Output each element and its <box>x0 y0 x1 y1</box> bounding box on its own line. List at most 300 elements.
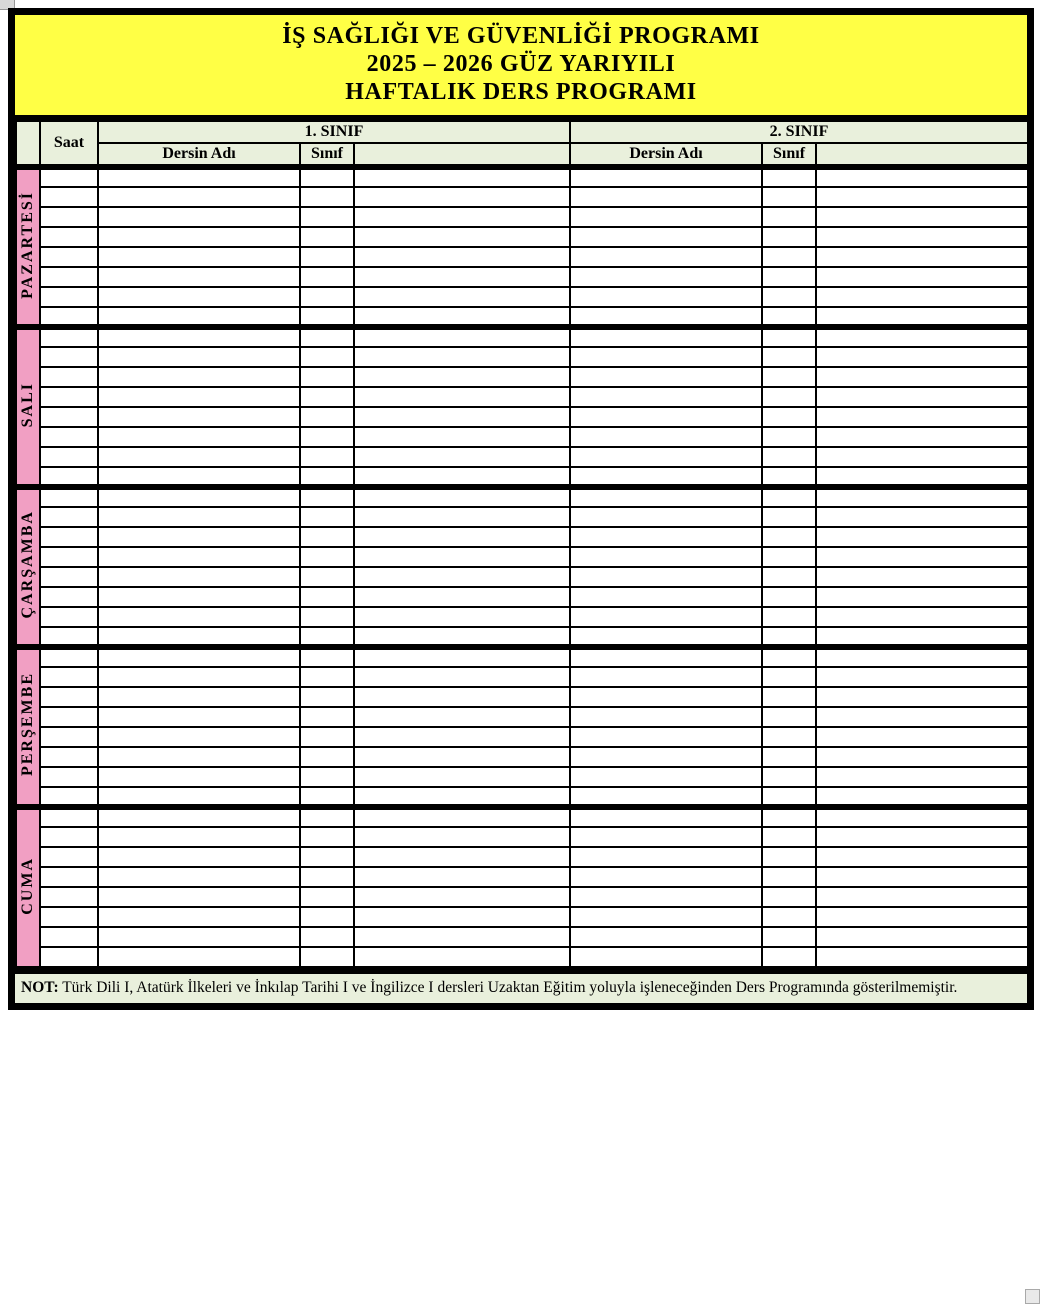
course-cell <box>570 587 762 607</box>
room-cell <box>300 407 354 427</box>
room-cell <box>762 607 816 627</box>
schedule-row <box>16 647 1028 667</box>
instructor-cell <box>354 527 570 547</box>
day-label <box>16 487 40 647</box>
instructor-cell <box>816 527 1028 547</box>
note-text: Türk Dili I, Atatürk İlkeleri ve İnkılap Tarihi I ve İngilizce I dersleri Uzaktan Eğitim yoluyla işleneceğinden Ders Programında gösterilmemiştir. <box>58 979 958 996</box>
schedule-row <box>16 727 1028 747</box>
day-section <box>16 647 1028 807</box>
course-cell <box>98 907 300 927</box>
course-cell <box>98 367 300 387</box>
room-cell <box>762 367 816 387</box>
instructor-cell <box>354 727 570 747</box>
course-cell <box>98 847 300 867</box>
schedule-row <box>16 327 1028 347</box>
course-cell <box>98 867 300 887</box>
room-cell <box>762 847 816 867</box>
room-cell <box>762 867 816 887</box>
room-cell <box>300 187 354 207</box>
room-cell <box>762 167 816 187</box>
instructor-cell <box>816 907 1028 927</box>
schedule-row <box>16 707 1028 727</box>
instructor-cell <box>354 807 570 827</box>
room-cell <box>300 727 354 747</box>
room-cell <box>762 787 816 807</box>
course-cell <box>570 367 762 387</box>
instructor-cell <box>816 867 1028 887</box>
instructor-cell <box>354 747 570 767</box>
time-cell <box>40 387 98 407</box>
schedule-row <box>16 227 1028 247</box>
course-cell <box>570 307 762 327</box>
course-cell <box>570 447 762 467</box>
instructor-cell <box>354 387 570 407</box>
course-cell <box>570 327 762 347</box>
instructor-cell <box>816 247 1028 267</box>
instructor-cell <box>816 487 1028 507</box>
bottom-right-screen-artifact <box>1025 1289 1040 1304</box>
course-cell <box>570 927 762 947</box>
schedule-row <box>16 627 1028 647</box>
instructor-cell <box>354 927 570 947</box>
day-section <box>16 167 1028 327</box>
instructor-cell <box>354 647 570 667</box>
time-cell <box>40 187 98 207</box>
room-cell <box>300 507 354 527</box>
course-cell <box>570 867 762 887</box>
instructor-cell <box>816 367 1028 387</box>
room-cell <box>762 747 816 767</box>
course-cell <box>570 887 762 907</box>
course-cell <box>98 427 300 447</box>
instructor-cell <box>354 487 570 507</box>
time-cell <box>40 867 98 887</box>
time-cell <box>40 907 98 927</box>
instructor-cell <box>354 567 570 587</box>
instructor-cell <box>816 727 1028 747</box>
time-cell <box>40 887 98 907</box>
schedule-row <box>16 447 1028 467</box>
room-cell <box>300 867 354 887</box>
schedule-row <box>16 347 1028 367</box>
course-cell <box>98 347 300 367</box>
time-cell <box>40 687 98 707</box>
room-cell <box>300 207 354 227</box>
time-cell <box>40 647 98 667</box>
program-title: İŞ SAĞLIĞI VE GÜVENLİĞİ PROGRAMI <box>282 23 760 49</box>
course-cell <box>98 587 300 607</box>
room-cell <box>762 647 816 667</box>
course-cell <box>98 167 300 187</box>
course-cell <box>98 187 300 207</box>
course-cell <box>570 607 762 627</box>
course-cell <box>98 827 300 847</box>
schedule-title: HAFTALIK DERS PROGRAMI <box>345 79 697 105</box>
instructor-cell <box>354 187 570 207</box>
course-cell <box>570 767 762 787</box>
instructor-cell <box>354 667 570 687</box>
instructor-cell <box>354 287 570 307</box>
course-cell <box>98 467 300 487</box>
course-cell <box>570 647 762 667</box>
room-cell <box>762 427 816 447</box>
room-cell <box>300 487 354 507</box>
room-cell <box>762 687 816 707</box>
instructor-cell <box>816 687 1028 707</box>
course-cell <box>570 747 762 767</box>
schedule-row <box>16 607 1028 627</box>
room-cell <box>762 807 816 827</box>
room-cell <box>300 447 354 467</box>
room-cell <box>300 367 354 387</box>
room-cell <box>762 267 816 287</box>
time-cell <box>40 727 98 747</box>
room-cell <box>762 707 816 727</box>
course-cell <box>570 547 762 567</box>
course-cell <box>570 247 762 267</box>
course-cell <box>98 607 300 627</box>
room-cell <box>762 767 816 787</box>
instructor-cell <box>354 467 570 487</box>
instructor-cell <box>354 907 570 927</box>
time-column-header: Saat <box>40 121 98 167</box>
instructor-cell <box>354 367 570 387</box>
course-cell <box>98 947 300 967</box>
time-cell <box>40 547 98 567</box>
room-cell <box>300 707 354 727</box>
course-cell <box>98 747 300 767</box>
instructor-cell <box>354 607 570 627</box>
room-cell <box>300 887 354 907</box>
instructor-cell <box>354 327 570 347</box>
course-cell <box>570 787 762 807</box>
schedule-row <box>16 167 1028 187</box>
room-cell <box>762 307 816 327</box>
schedule-row <box>16 387 1028 407</box>
room-cell <box>300 327 354 347</box>
room-cell <box>300 627 354 647</box>
schedule-row <box>16 407 1028 427</box>
instructor-cell <box>816 387 1028 407</box>
instructor-cell <box>816 567 1028 587</box>
schedule-row <box>16 687 1028 707</box>
note-label: NOT: <box>21 979 59 996</box>
course-cell <box>570 827 762 847</box>
course-cell <box>570 667 762 687</box>
day-section <box>16 807 1028 967</box>
schedule-row <box>16 887 1028 907</box>
room-cell <box>762 207 816 227</box>
course-cell <box>98 627 300 647</box>
day-section <box>16 487 1028 647</box>
time-cell <box>40 947 98 967</box>
time-cell <box>40 927 98 947</box>
day-label <box>16 327 40 487</box>
room-cell <box>762 727 816 747</box>
time-cell <box>40 407 98 427</box>
time-cell <box>40 607 98 627</box>
schedule-row <box>16 787 1028 807</box>
room-cell <box>762 487 816 507</box>
room-cell <box>300 807 354 827</box>
time-cell <box>40 167 98 187</box>
room-cell <box>300 767 354 787</box>
course-cell <box>98 767 300 787</box>
room-cell <box>300 167 354 187</box>
instructor-cell <box>816 887 1028 907</box>
footer-note <box>15 968 1027 1003</box>
time-cell <box>40 267 98 287</box>
room-cell <box>300 347 354 367</box>
room-cell <box>762 827 816 847</box>
instructor-cell <box>816 187 1028 207</box>
schedule-row <box>16 867 1028 887</box>
course-cell <box>98 247 300 267</box>
instructor-cell <box>354 227 570 247</box>
instructor-cell <box>816 547 1028 567</box>
time-cell <box>40 667 98 687</box>
room-cell <box>300 947 354 967</box>
class1-instructor-header <box>354 143 570 167</box>
course-cell <box>98 307 300 327</box>
class1-header: 1. SINIF <box>98 121 570 143</box>
room-cell <box>762 507 816 527</box>
course-cell <box>570 167 762 187</box>
time-cell <box>40 767 98 787</box>
schedule-row <box>16 827 1028 847</box>
schedule-row <box>16 847 1028 867</box>
room-cell <box>300 827 354 847</box>
room-cell <box>762 567 816 587</box>
course-cell <box>98 527 300 547</box>
instructor-cell <box>354 847 570 867</box>
instructor-cell <box>354 767 570 787</box>
room-cell <box>762 527 816 547</box>
room-cell <box>762 387 816 407</box>
room-cell <box>300 787 354 807</box>
instructor-cell <box>354 507 570 527</box>
course-cell <box>98 507 300 527</box>
course-cell <box>98 927 300 947</box>
course-cell <box>570 567 762 587</box>
instructor-cell <box>816 227 1028 247</box>
room-cell <box>300 667 354 687</box>
room-cell <box>300 247 354 267</box>
course-cell <box>570 807 762 827</box>
room-cell <box>300 547 354 567</box>
room-cell <box>300 227 354 247</box>
instructor-cell <box>354 787 570 807</box>
instructor-cell <box>816 847 1028 867</box>
course-cell <box>98 387 300 407</box>
instructor-cell <box>354 267 570 287</box>
day-label-text: PERŞEMBE <box>19 672 36 777</box>
room-cell <box>300 907 354 927</box>
room-cell <box>300 747 354 767</box>
course-cell <box>570 227 762 247</box>
course-cell <box>570 407 762 427</box>
instructor-cell <box>816 467 1028 487</box>
day-label-text: CUMA <box>19 856 36 915</box>
room-cell <box>300 927 354 947</box>
instructor-cell <box>816 647 1028 667</box>
time-cell <box>40 567 98 587</box>
room-cell <box>762 587 816 607</box>
room-cell <box>762 447 816 467</box>
schedule-row <box>16 547 1028 567</box>
room-cell <box>300 847 354 867</box>
room-cell <box>762 467 816 487</box>
course-cell <box>98 687 300 707</box>
course-cell <box>98 227 300 247</box>
time-cell <box>40 527 98 547</box>
instructor-cell <box>816 607 1028 627</box>
course-cell <box>570 707 762 727</box>
course-cell <box>98 567 300 587</box>
time-cell <box>40 347 98 367</box>
schedule-row <box>16 907 1028 927</box>
instructor-cell <box>354 887 570 907</box>
instructor-cell <box>816 807 1028 827</box>
schedule-row <box>16 427 1028 447</box>
instructor-cell <box>816 427 1028 447</box>
course-cell <box>570 907 762 927</box>
time-cell <box>40 707 98 727</box>
instructor-cell <box>816 287 1028 307</box>
schedule-row <box>16 487 1028 507</box>
room-cell <box>762 627 816 647</box>
time-cell <box>40 447 98 467</box>
course-cell <box>98 267 300 287</box>
schedule-row <box>16 527 1028 547</box>
instructor-cell <box>816 787 1028 807</box>
time-cell <box>40 207 98 227</box>
day-label <box>16 647 40 807</box>
course-cell <box>570 267 762 287</box>
instructor-cell <box>354 427 570 447</box>
instructor-cell <box>354 347 570 367</box>
instructor-cell <box>816 327 1028 347</box>
time-cell <box>40 487 98 507</box>
time-cell <box>40 247 98 267</box>
course-cell <box>98 667 300 687</box>
schedule-row <box>16 767 1028 787</box>
course-cell <box>570 947 762 967</box>
time-cell <box>40 587 98 607</box>
schedule-row <box>16 247 1028 267</box>
room-cell <box>762 287 816 307</box>
room-cell <box>300 567 354 587</box>
course-cell <box>570 727 762 747</box>
time-cell <box>40 847 98 867</box>
class2-instructor-header <box>816 143 1028 167</box>
time-cell <box>40 307 98 327</box>
instructor-cell <box>354 947 570 967</box>
class1-room-header: Sınıf <box>300 143 354 167</box>
room-cell <box>762 247 816 267</box>
schedule-row <box>16 307 1028 327</box>
instructor-cell <box>354 707 570 727</box>
schedule-row <box>16 947 1028 967</box>
schedule-row <box>16 187 1028 207</box>
instructor-cell <box>354 547 570 567</box>
instructor-cell <box>816 447 1028 467</box>
instructor-cell <box>816 507 1028 527</box>
instructor-cell <box>354 407 570 427</box>
instructor-cell <box>354 627 570 647</box>
course-cell <box>570 627 762 647</box>
time-cell <box>40 287 98 307</box>
room-cell <box>762 347 816 367</box>
instructor-cell <box>354 687 570 707</box>
class1-course-header: Dersin Adı <box>98 143 300 167</box>
day-section <box>16 327 1028 487</box>
corner-cell <box>16 121 40 167</box>
course-cell <box>98 207 300 227</box>
schedule-row <box>16 287 1028 307</box>
schedule-row <box>16 587 1028 607</box>
room-cell <box>300 267 354 287</box>
course-cell <box>570 187 762 207</box>
instructor-cell <box>816 207 1028 227</box>
instructor-cell <box>816 167 1028 187</box>
course-cell <box>98 707 300 727</box>
course-cell <box>570 467 762 487</box>
instructor-cell <box>354 447 570 467</box>
instructor-cell <box>816 587 1028 607</box>
room-cell <box>300 647 354 667</box>
room-cell <box>762 667 816 687</box>
room-cell <box>300 387 354 407</box>
time-cell <box>40 747 98 767</box>
time-cell <box>40 367 98 387</box>
title-block <box>15 15 1027 120</box>
schedule-row <box>16 507 1028 527</box>
course-cell <box>570 387 762 407</box>
time-cell <box>40 227 98 247</box>
class2-header: 2. SINIF <box>570 121 1028 143</box>
schedule-board <box>8 8 1034 1010</box>
schedule-row <box>16 927 1028 947</box>
instructor-cell <box>354 247 570 267</box>
course-cell <box>98 327 300 347</box>
instructor-cell <box>354 167 570 187</box>
time-cell <box>40 627 98 647</box>
schedule-row <box>16 747 1028 767</box>
instructor-cell <box>816 827 1028 847</box>
room-cell <box>300 467 354 487</box>
time-cell <box>40 827 98 847</box>
course-cell <box>98 287 300 307</box>
instructor-cell <box>816 267 1028 287</box>
schedule-row <box>16 807 1028 827</box>
room-cell <box>300 287 354 307</box>
room-cell <box>762 907 816 927</box>
class2-room-header: Sınıf <box>762 143 816 167</box>
schedule-row <box>16 367 1028 387</box>
time-cell <box>40 467 98 487</box>
course-cell <box>570 487 762 507</box>
room-cell <box>300 427 354 447</box>
schedule-row <box>16 207 1028 227</box>
course-cell <box>570 507 762 527</box>
instructor-cell <box>354 207 570 227</box>
schedule-row <box>16 267 1028 287</box>
course-cell <box>570 527 762 547</box>
room-cell <box>762 547 816 567</box>
time-cell <box>40 327 98 347</box>
instructor-cell <box>816 707 1028 727</box>
